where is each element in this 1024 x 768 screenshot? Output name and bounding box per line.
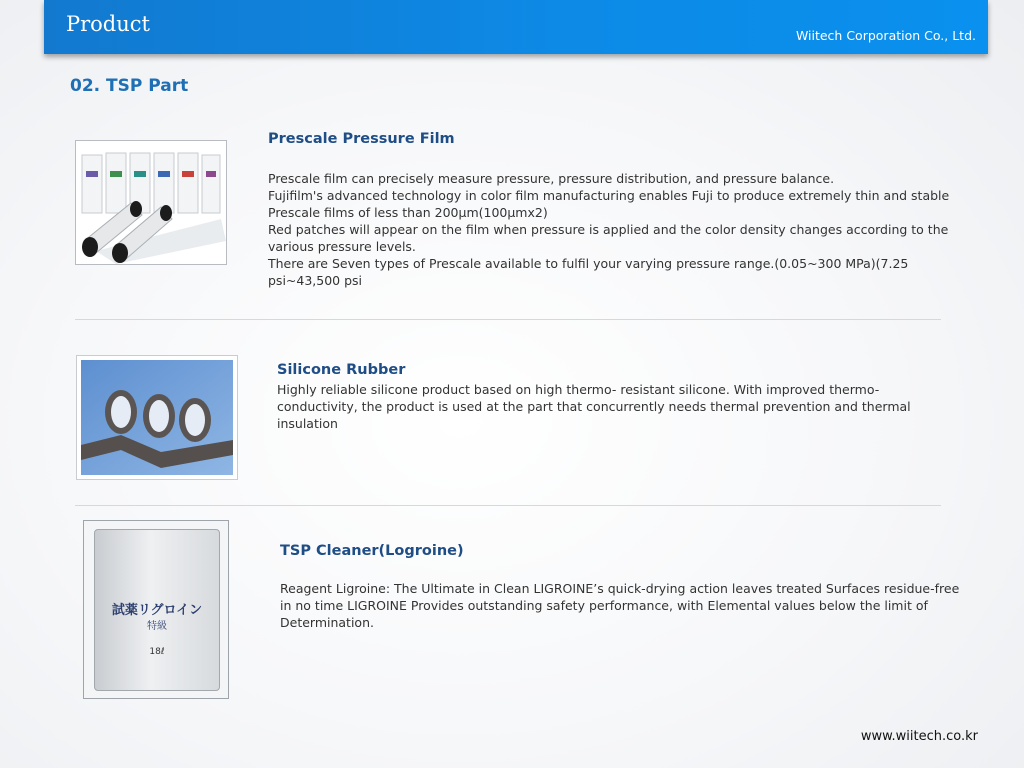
can-grade: 特級 bbox=[147, 621, 167, 632]
silicone-rubber-description bbox=[277, 381, 937, 432]
prescale-image bbox=[75, 140, 227, 265]
section-title: 02. TSP Part bbox=[70, 76, 189, 96]
divider bbox=[75, 505, 941, 506]
header-title: Product bbox=[66, 12, 150, 36]
can-volume: 18ℓ bbox=[149, 647, 165, 657]
silicone-rubber-title: Silicone Rubber bbox=[277, 362, 406, 378]
prescale-title: Prescale Pressure Film bbox=[268, 131, 455, 147]
tsp-cleaner-title: TSP Cleaner(Logroine) bbox=[280, 543, 464, 559]
silicone-rubber-paragraph: Highly reliable silicone product based on high thermo- resistant silicone. With improved thermo-conductivity, the product is used at the part that concurrently needs thermal prevention and thermal insulation bbox=[277, 382, 911, 431]
can-label: 試薬リグロイン bbox=[111, 603, 203, 618]
prescale-paragraph: Prescale film can precisely measure pressure, pressure distribution, and pressure balance. bbox=[268, 171, 835, 186]
company-name: Wiitech Corporation Co., Ltd. bbox=[795, 28, 976, 43]
tsp-cleaner-image bbox=[83, 520, 229, 699]
silicone-rubber-image bbox=[76, 355, 238, 480]
header-bar bbox=[44, 0, 988, 54]
prescale-description bbox=[268, 170, 980, 289]
prescale-paragraph: There are Seven types of Prescale available to fulfil your varying pressure range.(0.05~300 MPa)(7.25 psi~43,500 psi bbox=[268, 256, 909, 288]
tsp-cleaner-description bbox=[280, 580, 970, 631]
footer-url[interactable]: www.wiitech.co.kr bbox=[860, 729, 978, 744]
prescale-paragraph: Red patches will appear on the film when pressure is applied and the color density changes according to the various pressure levels. bbox=[268, 222, 949, 254]
divider bbox=[75, 319, 941, 320]
tsp-cleaner-paragraph: Reagent Ligroine: The Ultimate in Clean LIGROINE’s quick-drying action leaves treated Surfaces residue-free in no time LIGROINE Provides outstanding safety performance, with Elemental values below the limit of Determination. bbox=[280, 581, 960, 630]
prescale-paragraph: Fujifilm's advanced technology in color film manufacturing enables Fuji to produce extremely thin and stable Prescale films of less than 200µm(100µmx2) bbox=[268, 188, 950, 220]
